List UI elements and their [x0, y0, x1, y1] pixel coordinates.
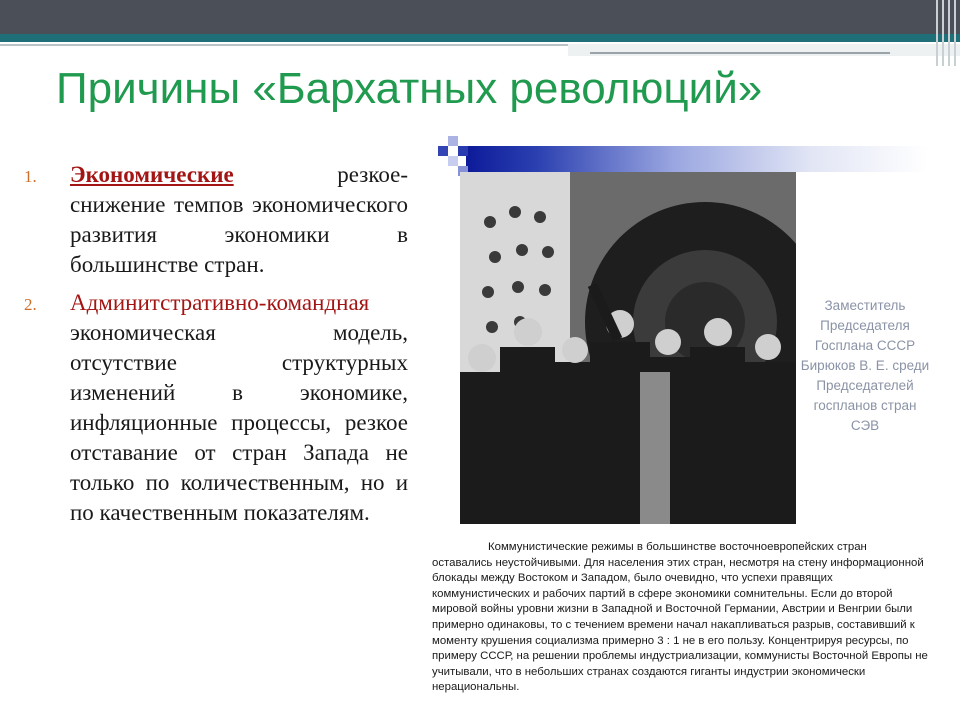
list-item-text: экономическая модель, отсутствие структурных изменений в экономике, инфляционные процессы, резкое отставание от стран Запада не только по количественным, но и по качественным показателям. — [70, 320, 408, 525]
top-banner — [0, 0, 960, 34]
top-banner-stripe — [0, 34, 960, 42]
list-item-dash: - — [400, 162, 408, 187]
photo-illustration — [460, 172, 796, 524]
list-number: 2. — [24, 295, 37, 314]
list-item-heading: Админитстративно-командная — [70, 290, 370, 315]
top-banner-line — [0, 44, 570, 46]
corner-decoration — [930, 0, 960, 70]
causes-list — [18, 160, 408, 528]
list-item-heading: Экономические — [70, 162, 234, 187]
photo-caption: Заместитель Председателя Госплана СССР Бирюков В. Е. среди Председателей госпланов стран СЭВ — [800, 298, 930, 433]
list-item-economic — [18, 160, 408, 280]
list-item-text: резкое снижение темпов экономического развития экономики в большинстве стран. — [70, 162, 408, 277]
historical-photo — [460, 172, 796, 524]
slide-title: Причины «Бархатных революций» — [56, 64, 763, 113]
list-item-administrative — [18, 288, 408, 528]
quote-text: Коммунистические режимы в большинстве восточноевропейских стран оставались неустойчивыми. Для населения этих стран, несмотря на стену информационной блокады между Востоком и Западом, было очевидно, что успехи правящих коммунистических и рабочих партий в сфере экономики сомнительны. Если до второй мировой войны уровни жизни в Западной и Восточной Германии, Австрии и Венгрии были примерно одинаковы, то с течением времени начал накапливаться разрыв, составивший к моменту крушения социализма примерно 3 : 1 не в его пользу. Концентрируя ресурсы, по примеру СССР, на решении проблемы индустриализации, коммунисты Восточной Европы не учитывали, что в небольших странах создаются гиганты индустрии экономически нерациональны. — [432, 541, 928, 694]
list-number: 1. — [24, 167, 37, 186]
